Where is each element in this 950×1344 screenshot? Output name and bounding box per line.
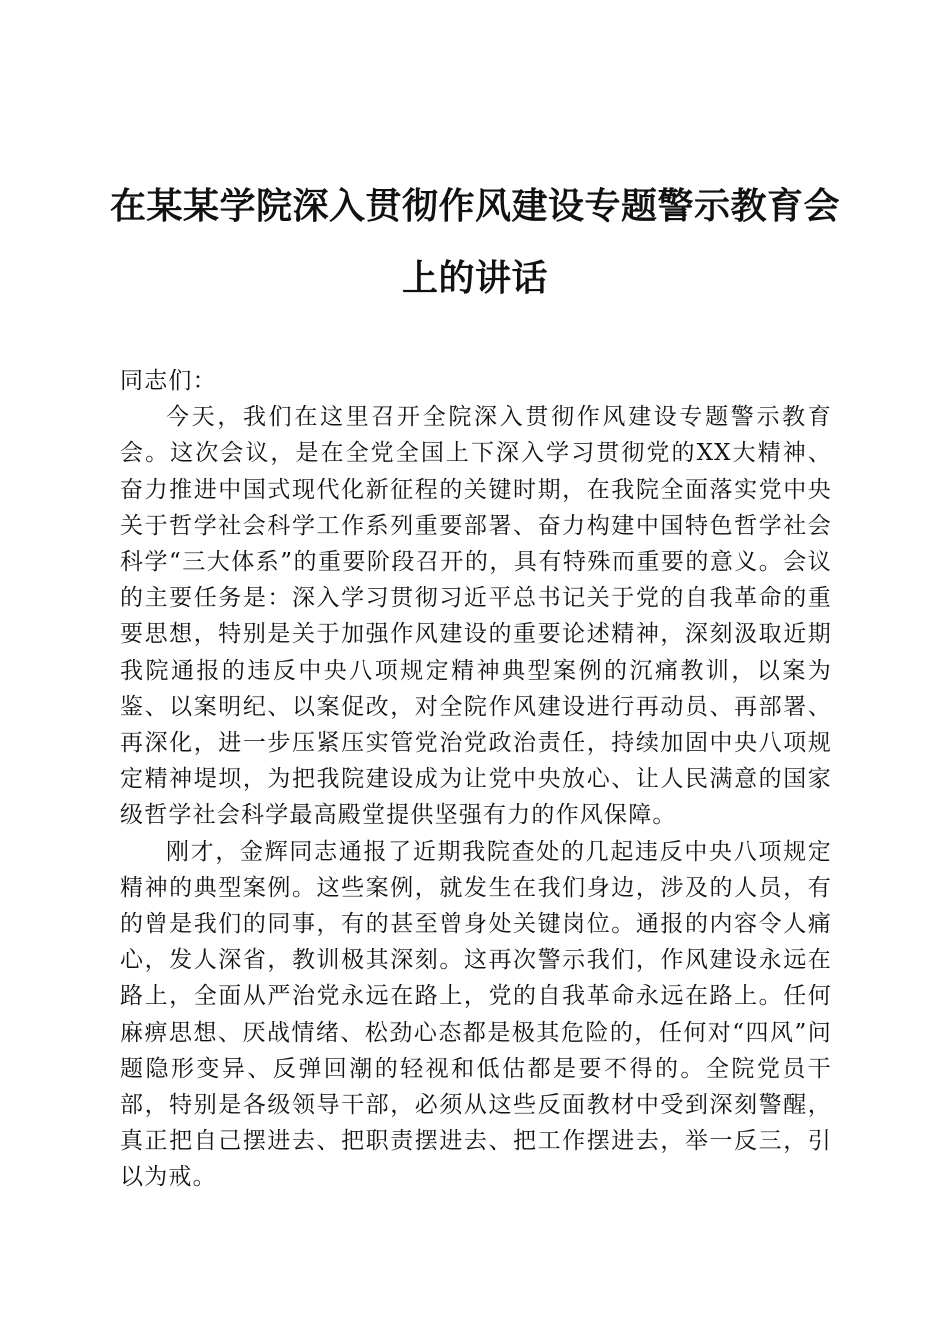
paragraph-2: 刚才，金辉同志通报了近期我院查处的几起违反中央八项规定精神的典型案例。这些案例，就发生在我们身边，涉及的人员，有的曾是我们的同事，有的甚至曾身处关键岗位。通报的内容令人痛心，发人深省，教训极其深刻。这再次警示我们，作风建设永远在路上，全面从严治党永远在路上，党的自我革命永远在路上。任何麻痹思想、厌战情绪、松劲心态都是极其危险的，任何对“四风”问题隐形变异、反弹回潮的轻视和低估都是要不得的。全院党员干部，特别是各级领导干部，必须从这些反面教材中受到深刻警醒，真正把自己摆进去、把职责摆进去、把工作摆进去，举一反三，引以为戒。	[120, 838, 832, 1191]
document-body	[120, 363, 832, 1196]
salutation: 同志们：	[120, 368, 217, 394]
document-title: 在某某学院深入贯彻作风建设专题警示教育会上的讲话	[110, 185, 841, 299]
paragraph-1: 今天，我们在这里召开全院深入贯彻作风建设专题警示教育会。这次会议，是在全党全国上下深入学习贯彻党的XX大精神、奋力推进中国式现代化新征程的关键时期，在我院全面落实党中央关于哲学社会科学工作系列重要部署、奋力构建中国特色哲学社会科学“三大体系”的重要阶段召开的，具有特殊而重要的意义。会议的主要任务是：深入学习贯彻习近平总书记关于党的自我革命的重要思想，特别是关于加强作风建设的重要论述精神，深刻汲取近期我院通报的违反中央八项规定精神典型案例的沉痛教训，以案为鉴、以案明纪、以案促改，对全院作风建设进行再动员、再部署、再深化，进一步压紧压实管党治党政治责任，持续加固中央八项规定精神堤坝，为把我院建设成为让党中央放心、让人民满意的国家级哲学社会科学最高殿堂提供坚强有力的作风保障。	[120, 404, 832, 829]
